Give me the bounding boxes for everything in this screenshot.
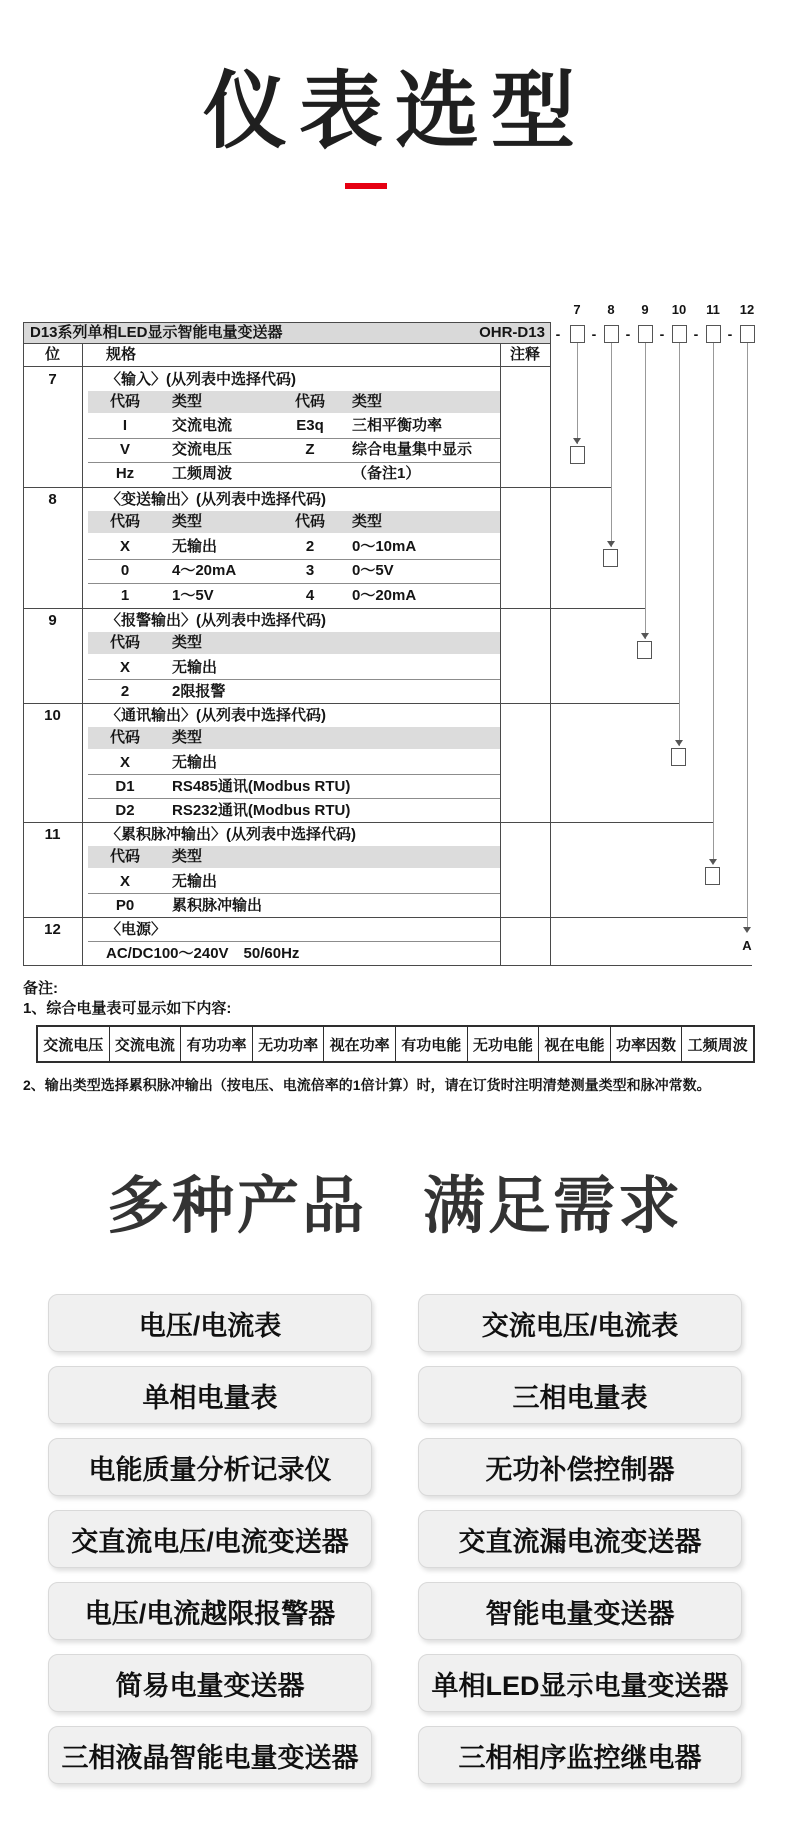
display-item-cell: 视在电能	[538, 1027, 610, 1061]
code-cell: X	[119, 873, 130, 890]
divider	[23, 703, 679, 704]
display-item-cell: 无功功率	[252, 1027, 324, 1061]
subtable-header-label: 类型	[172, 393, 203, 410]
type-cell: 交流电流	[172, 417, 233, 434]
divider	[23, 322, 24, 965]
product-button[interactable]: 交流电压/电流表	[418, 1294, 742, 1352]
type-cell: 0～20mA	[352, 587, 417, 604]
divider	[23, 822, 713, 823]
code-box	[570, 325, 585, 343]
product-button[interactable]: 单相LED显示电量变送器	[418, 1654, 742, 1712]
subtable-header-label: 类型	[172, 513, 203, 530]
code-cell: X	[119, 538, 130, 555]
subtable-header-label: 类型	[352, 513, 383, 530]
code-line	[747, 343, 748, 929]
section-position: 8	[48, 491, 57, 508]
type-cell: 0～10mA	[352, 538, 417, 555]
code-position-label: 10	[671, 302, 687, 317]
divider	[88, 774, 500, 775]
arrow-down-marker	[709, 859, 717, 865]
code-cell: E3q	[296, 417, 324, 434]
code-cell: 4	[305, 587, 315, 604]
code-position-label: 8	[607, 302, 615, 317]
type-cell: 综合电量集中显示	[352, 441, 473, 458]
code-cell: D2	[115, 802, 135, 819]
code-cell: X	[119, 659, 130, 676]
subtable-header-label: 代码	[294, 393, 325, 410]
code-cell: Z	[305, 441, 315, 458]
product-button[interactable]: 交直流漏电流变送器	[418, 1510, 742, 1568]
type-cell: 2限报警	[172, 683, 226, 700]
display-item-cell: 工频周波	[681, 1027, 753, 1061]
column-header-spec: 规格	[106, 346, 137, 363]
arrow-down-marker	[675, 740, 683, 746]
type-cell: 三相平衡功率	[352, 417, 443, 434]
code-cell: 2	[120, 683, 130, 700]
code-line	[713, 343, 714, 861]
divider	[500, 343, 501, 965]
code-cell: P0	[115, 897, 135, 914]
divider	[550, 322, 551, 965]
code-target-box	[671, 748, 686, 766]
subtable-header-label: 代码	[109, 848, 140, 865]
arrow-down-marker	[641, 633, 649, 639]
model-prefix: OHR-D13	[479, 324, 545, 341]
arrow-down-marker	[607, 541, 615, 547]
type-cell: 工频周波	[172, 465, 233, 482]
subtable-header-label: 代码	[109, 729, 140, 746]
section-position: 11	[44, 826, 61, 843]
code-cell: V	[119, 441, 130, 458]
products-heading	[0, 1156, 790, 1245]
code-position-label: 9	[641, 302, 649, 317]
notes-label: 备注:	[23, 980, 58, 997]
code-dash: -	[555, 326, 561, 342]
type-cell: RS485通讯(Modbus RTU)	[172, 778, 351, 795]
type-cell: 累积脉冲输出	[172, 897, 263, 914]
code-dash: -	[693, 326, 699, 342]
subtable-header-label: 类型	[352, 393, 383, 410]
code-line	[679, 343, 680, 746]
code-position-label: 7	[573, 302, 581, 317]
display-item-cell: 视在功率	[323, 1027, 395, 1061]
divider	[82, 343, 83, 965]
divider	[88, 798, 500, 799]
type-cell: 无输出	[172, 873, 218, 890]
divider	[88, 679, 500, 680]
section-position: 9	[48, 612, 57, 629]
product-button[interactable]: 无功补偿控制器	[418, 1438, 742, 1496]
type-cell: 无输出	[172, 659, 218, 676]
code-dash: -	[727, 326, 733, 342]
code-line	[577, 343, 578, 444]
note-line-1: 1、综合电量表可显示如下内容:	[23, 1000, 232, 1017]
code-cell: 1	[120, 587, 130, 604]
title-underline	[345, 183, 387, 189]
code-line	[645, 343, 646, 639]
column-header-note: 注释	[509, 346, 540, 363]
page-title: 仪表选型	[202, 64, 587, 158]
product-button[interactable]: 三相液晶智能电量变送器	[48, 1726, 372, 1784]
code-dash: -	[591, 326, 597, 342]
display-item-cell: 无功电能	[467, 1027, 539, 1061]
code-cell: Hz	[115, 465, 135, 482]
products-heading-right: 满足需求	[423, 1172, 684, 1241]
product-button[interactable]: 电压/电流越限报警器	[48, 1582, 372, 1640]
subtable-header-label: 类型	[172, 634, 203, 651]
code-target-box	[705, 867, 720, 885]
divider	[88, 583, 500, 584]
display-items-table	[36, 1025, 755, 1063]
display-item-cell: 交流电流	[109, 1027, 181, 1061]
code-cell: 3	[305, 562, 315, 579]
code-box	[706, 325, 721, 343]
section-position: 7	[48, 371, 57, 388]
divider	[23, 917, 747, 918]
type-cell: （备注1）	[352, 465, 421, 482]
column-header-pos: 位	[44, 346, 60, 363]
display-item-cell: 交流电压	[43, 1036, 104, 1054]
code-box	[638, 325, 653, 343]
subtable-header-label: 代码	[109, 513, 140, 530]
divider	[23, 366, 550, 367]
display-item-cell: 有功电能	[395, 1027, 467, 1061]
section-title: 〈累积脉冲输出〉(从列表中选择代码)	[106, 826, 356, 843]
power-code-label: A	[742, 938, 752, 953]
product-button[interactable]: 电能质量分析记录仪	[48, 1438, 372, 1496]
code-target-box	[637, 641, 652, 659]
subtable-header-label: 代码	[109, 393, 140, 410]
product-name: D13系列单相LED显示智能电量变送器	[30, 324, 283, 341]
divider	[23, 487, 611, 488]
code-target-box	[603, 549, 618, 567]
section-position: 12	[44, 921, 61, 938]
code-box	[672, 325, 687, 343]
type-cell: RS232通讯(Modbus RTU)	[172, 802, 351, 819]
product-button[interactable]: 交直流电压/电流变送器	[48, 1510, 372, 1568]
type-cell: 4～20mA	[172, 562, 237, 579]
product-button[interactable]: 智能电量变送器	[418, 1582, 742, 1640]
code-box	[740, 325, 755, 343]
divider	[88, 893, 500, 894]
code-dash: -	[625, 326, 631, 342]
type-cell: 无输出	[172, 538, 218, 555]
display-item-cell: 功率因数	[610, 1027, 682, 1061]
products-heading-left: 多种产品	[106, 1172, 367, 1241]
type-cell: 1～5V	[172, 587, 214, 604]
subtable-header-label: 代码	[109, 634, 140, 651]
product-button[interactable]: 简易电量变送器	[48, 1654, 372, 1712]
subtable-header-label: 类型	[172, 848, 203, 865]
section-position: 10	[44, 707, 61, 724]
type-cell: 无输出	[172, 754, 218, 771]
section-title: 〈报警输出〉(从列表中选择代码)	[106, 612, 326, 629]
code-cell: X	[119, 754, 130, 771]
display-item-cell: 有功功率	[180, 1027, 252, 1061]
product-button[interactable]: 三相相序监控继电器	[418, 1726, 742, 1784]
code-dash: -	[659, 326, 665, 342]
code-position-label: 11	[706, 302, 720, 317]
product-button[interactable]: 电压/电流表	[48, 1294, 372, 1352]
product-button[interactable]: 三相电量表	[418, 1366, 742, 1424]
divider	[23, 608, 645, 609]
arrow-down-marker	[743, 927, 751, 933]
subtable-header-label: 代码	[294, 513, 325, 530]
code-position-label: 12	[739, 302, 755, 317]
section-title: 〈变送输出〉(从列表中选择代码)	[106, 491, 326, 508]
code-cell: 0	[120, 562, 130, 579]
section-title: 〈通讯输出〉(从列表中选择代码)	[106, 707, 326, 724]
divider	[88, 941, 500, 942]
code-cell: 2	[305, 538, 315, 555]
code-cell: D1	[115, 778, 135, 795]
code-line	[611, 343, 612, 547]
type-cell: 0～5V	[352, 562, 394, 579]
divider	[23, 965, 752, 966]
code-cell: I	[122, 417, 128, 434]
type-cell: 交流电压	[172, 441, 233, 458]
power-value: AC/DC100～240V 50/60Hz	[106, 945, 300, 962]
product-button[interactable]: 单相电量表	[48, 1366, 372, 1424]
subtable-header-label: 类型	[172, 729, 203, 746]
code-box	[604, 325, 619, 343]
note-line-2: 2、输出类型选择累积脉冲输出（按电压、电流倍率的1倍计算）时，请在订货时注明清楚测量类型和脉冲常数。	[23, 1077, 711, 1093]
code-target-box	[570, 446, 585, 464]
section-title: 〈电源〉	[106, 921, 167, 938]
section-title: 〈输入〉(从列表中选择代码)	[106, 371, 296, 388]
arrow-down-marker	[573, 438, 581, 444]
